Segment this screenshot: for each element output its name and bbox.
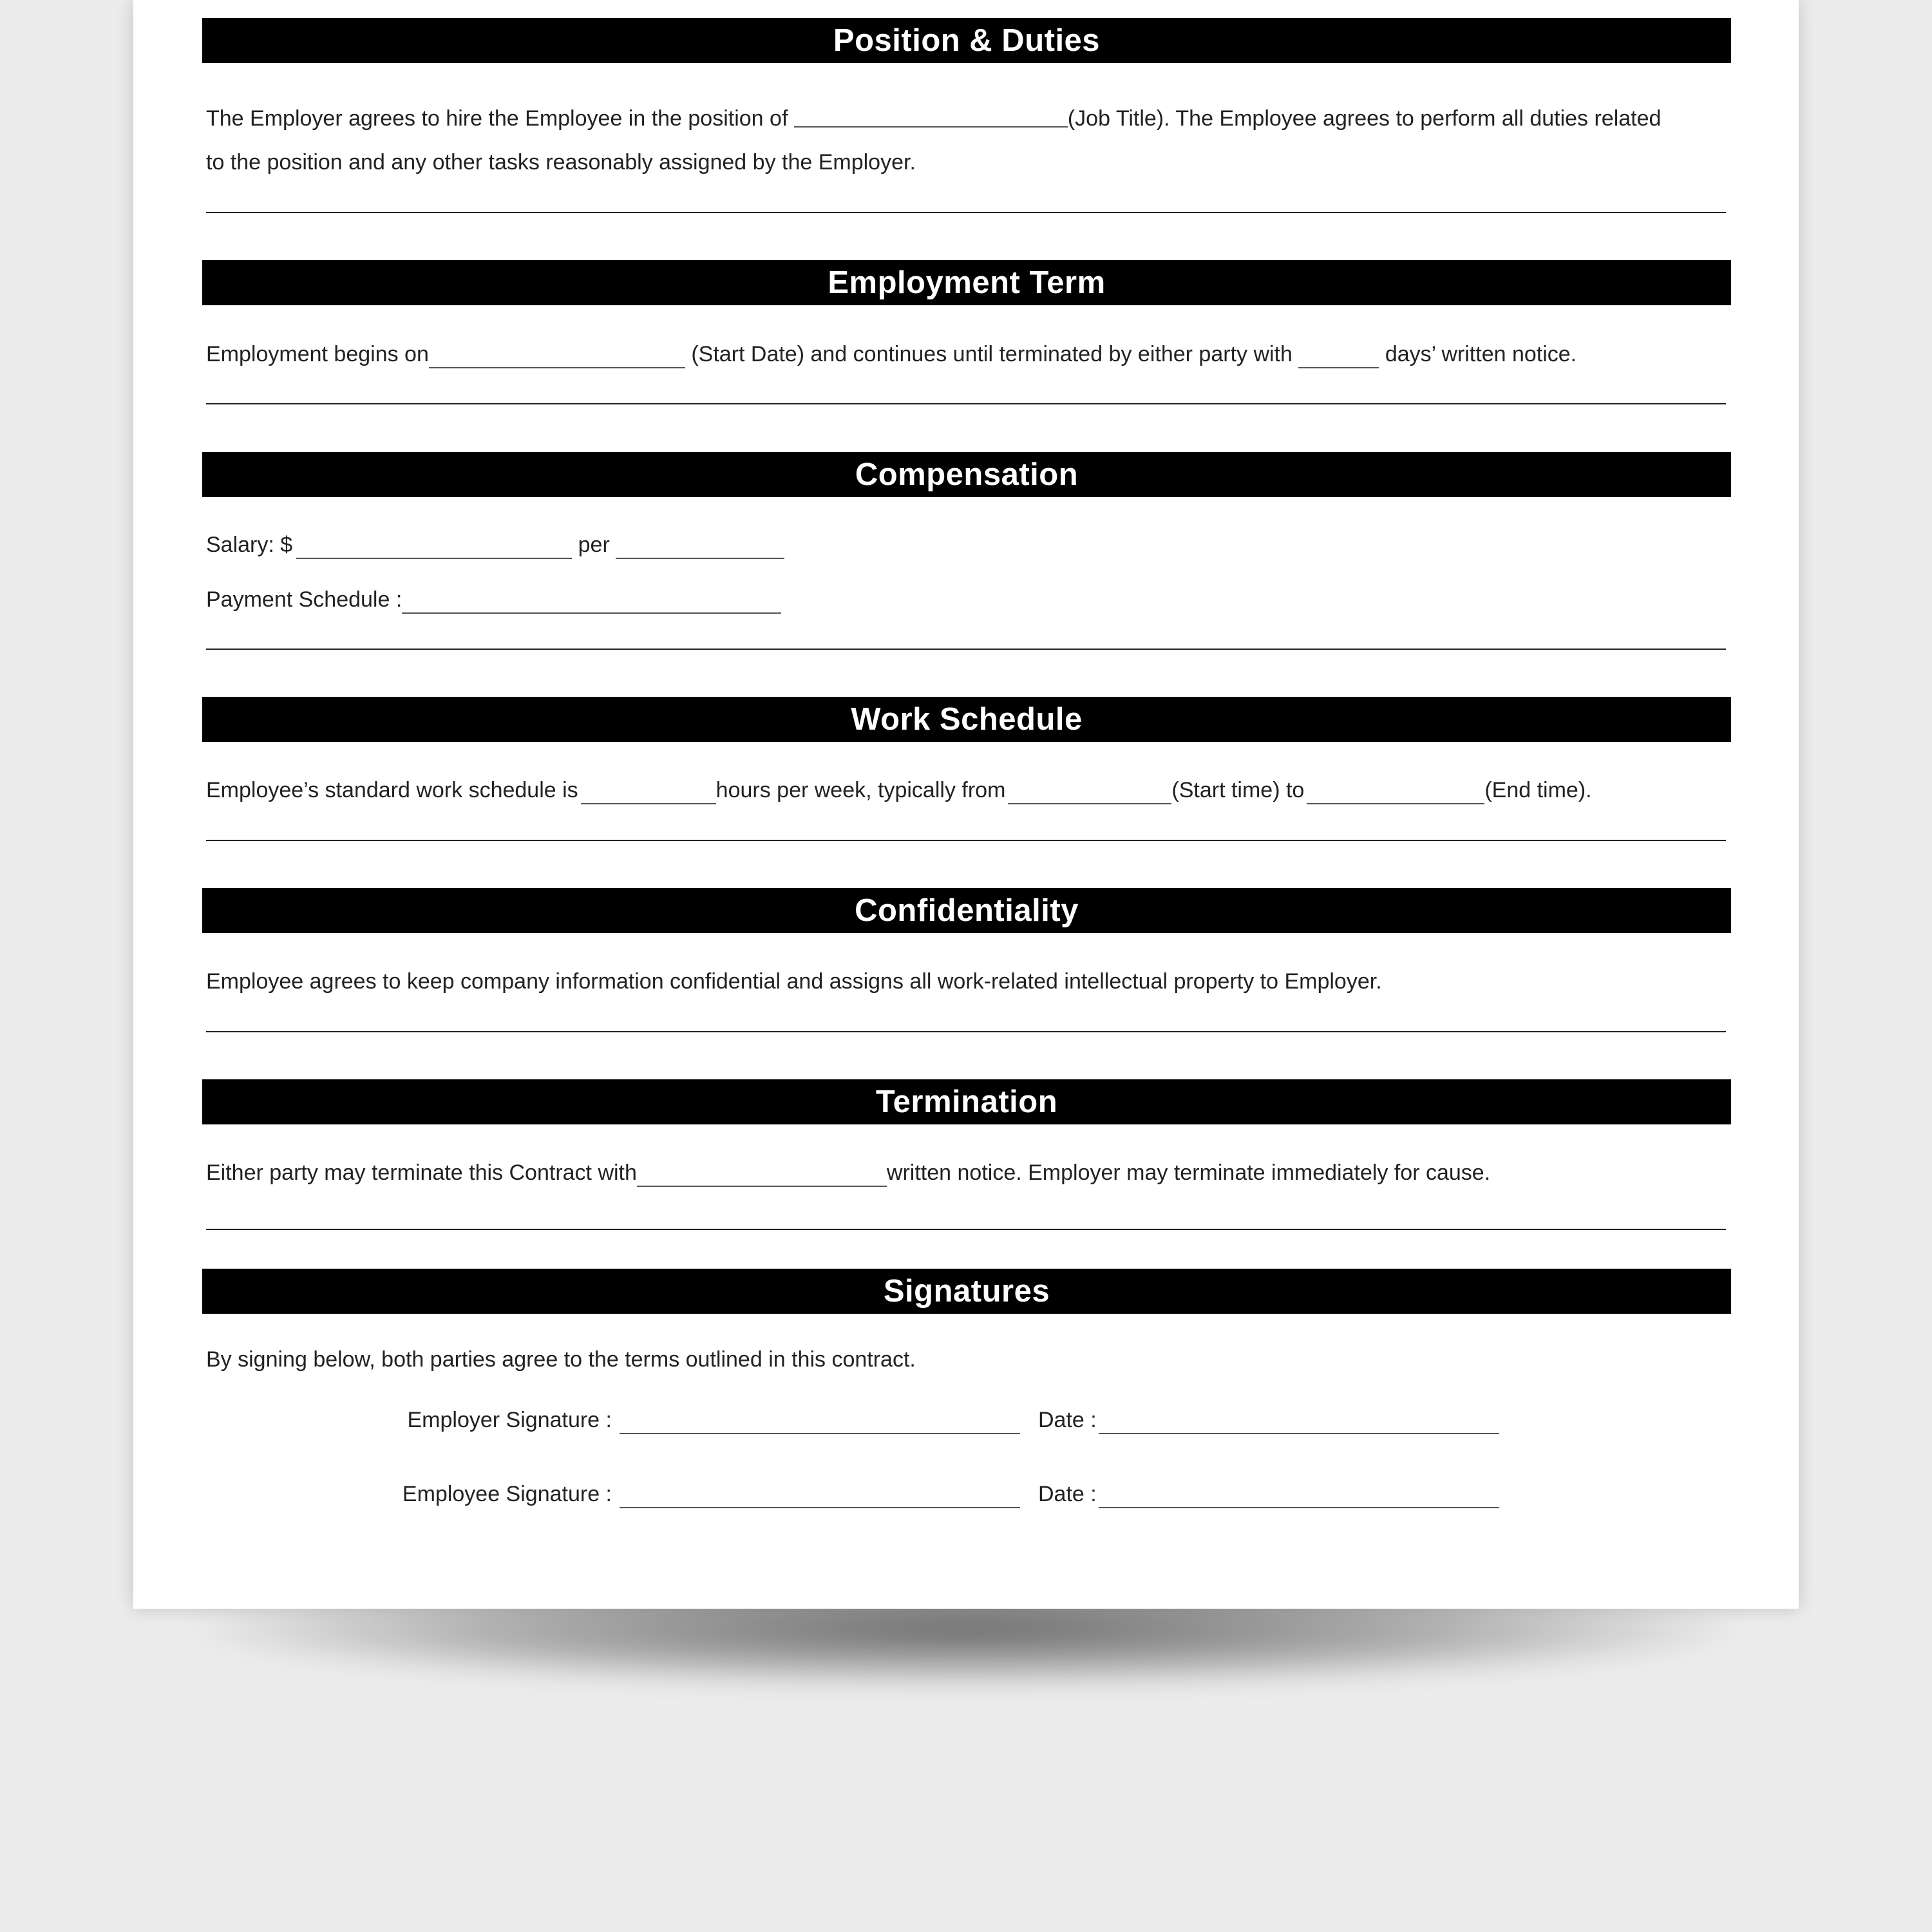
start-time-field[interactable]	[1008, 779, 1171, 804]
employee-date-label: Date :	[1038, 1482, 1097, 1506]
schedule-text-end: (End time).	[1484, 778, 1592, 802]
term-text-before: Employment begins on	[206, 342, 429, 366]
employer-date-label: Date :	[1038, 1408, 1097, 1432]
schedule-text-before: Employee’s standard work schedule is	[206, 778, 578, 802]
notice-days-field[interactable]	[1298, 343, 1379, 368]
payment-schedule-row	[206, 585, 781, 614]
employer-signature-label: Employer Signature :	[407, 1408, 612, 1432]
section-heading-schedule: Work Schedule	[202, 697, 1731, 742]
section-divider	[206, 840, 1726, 841]
termination-text-before: Either party may terminate this Contract with	[206, 1160, 637, 1185]
section-divider	[206, 403, 1726, 404]
confidentiality-text: Employee agrees to keep company information confidential and assigns all work-related intellectual property to Employer.	[206, 969, 1382, 994]
section-divider	[206, 649, 1726, 650]
termination-notice-field[interactable]	[637, 1161, 887, 1187]
job-title-field[interactable]	[794, 108, 1068, 128]
section-heading-position: Position & Duties	[202, 18, 1731, 63]
employer-signature-field[interactable]	[620, 1433, 1020, 1434]
section-divider	[206, 1031, 1726, 1032]
position-text-before: The Employer agrees to hire the Employee in the position of	[206, 106, 788, 131]
termination-text-after: written notice. Employer may terminate immediately for cause.	[886, 1160, 1491, 1185]
employee-date-field[interactable]	[1099, 1507, 1499, 1508]
signatures-intro: By signing below, both parties agree to the terms outlined in this contract.	[206, 1347, 916, 1372]
term-text-end: days’ written notice.	[1385, 342, 1577, 366]
position-paragraph	[206, 97, 1732, 184]
salary-row	[206, 531, 784, 559]
section-heading-term: Employment Term	[202, 260, 1731, 305]
termination-row	[206, 1159, 1490, 1187]
section-heading-compensation: Compensation	[202, 452, 1731, 497]
schedule-row	[206, 776, 1592, 804]
term-text-middle: (Start Date) and continues until terminated by either party with	[691, 342, 1293, 366]
end-time-field[interactable]	[1307, 779, 1484, 804]
start-date-field[interactable]	[429, 343, 685, 368]
schedule-text-start: (Start time) to	[1171, 778, 1305, 802]
hours-per-week-field[interactable]	[581, 779, 716, 804]
employee-signature-field[interactable]	[620, 1507, 1020, 1508]
position-text-line2: to the position and any other tasks reasonably assigned by the Employer.	[206, 150, 916, 175]
schedule-text-hours: hours per week, typically from	[715, 778, 1006, 802]
per-label: per	[578, 533, 610, 557]
section-heading-confidentiality: Confidentiality	[202, 888, 1731, 933]
term-row	[206, 340, 1577, 368]
payment-schedule-field[interactable]	[402, 588, 781, 614]
position-text-after: (Job Title). The Employee agrees to perform all duties related	[1067, 106, 1662, 131]
salary-amount-field[interactable]	[296, 533, 572, 559]
employer-date-field[interactable]	[1099, 1433, 1499, 1434]
employee-signature-row	[0, 1480, 1932, 1510]
salary-period-field[interactable]	[616, 533, 784, 559]
section-heading-signatures: Signatures	[202, 1269, 1731, 1314]
salary-label: Salary: $	[206, 533, 293, 557]
section-heading-termination: Termination	[202, 1079, 1731, 1124]
section-divider	[206, 1229, 1726, 1230]
payment-schedule-label: Payment Schedule :	[206, 587, 402, 612]
employer-signature-row	[0, 1406, 1932, 1435]
employee-signature-label: Employee Signature :	[402, 1482, 612, 1506]
section-divider	[206, 212, 1726, 213]
